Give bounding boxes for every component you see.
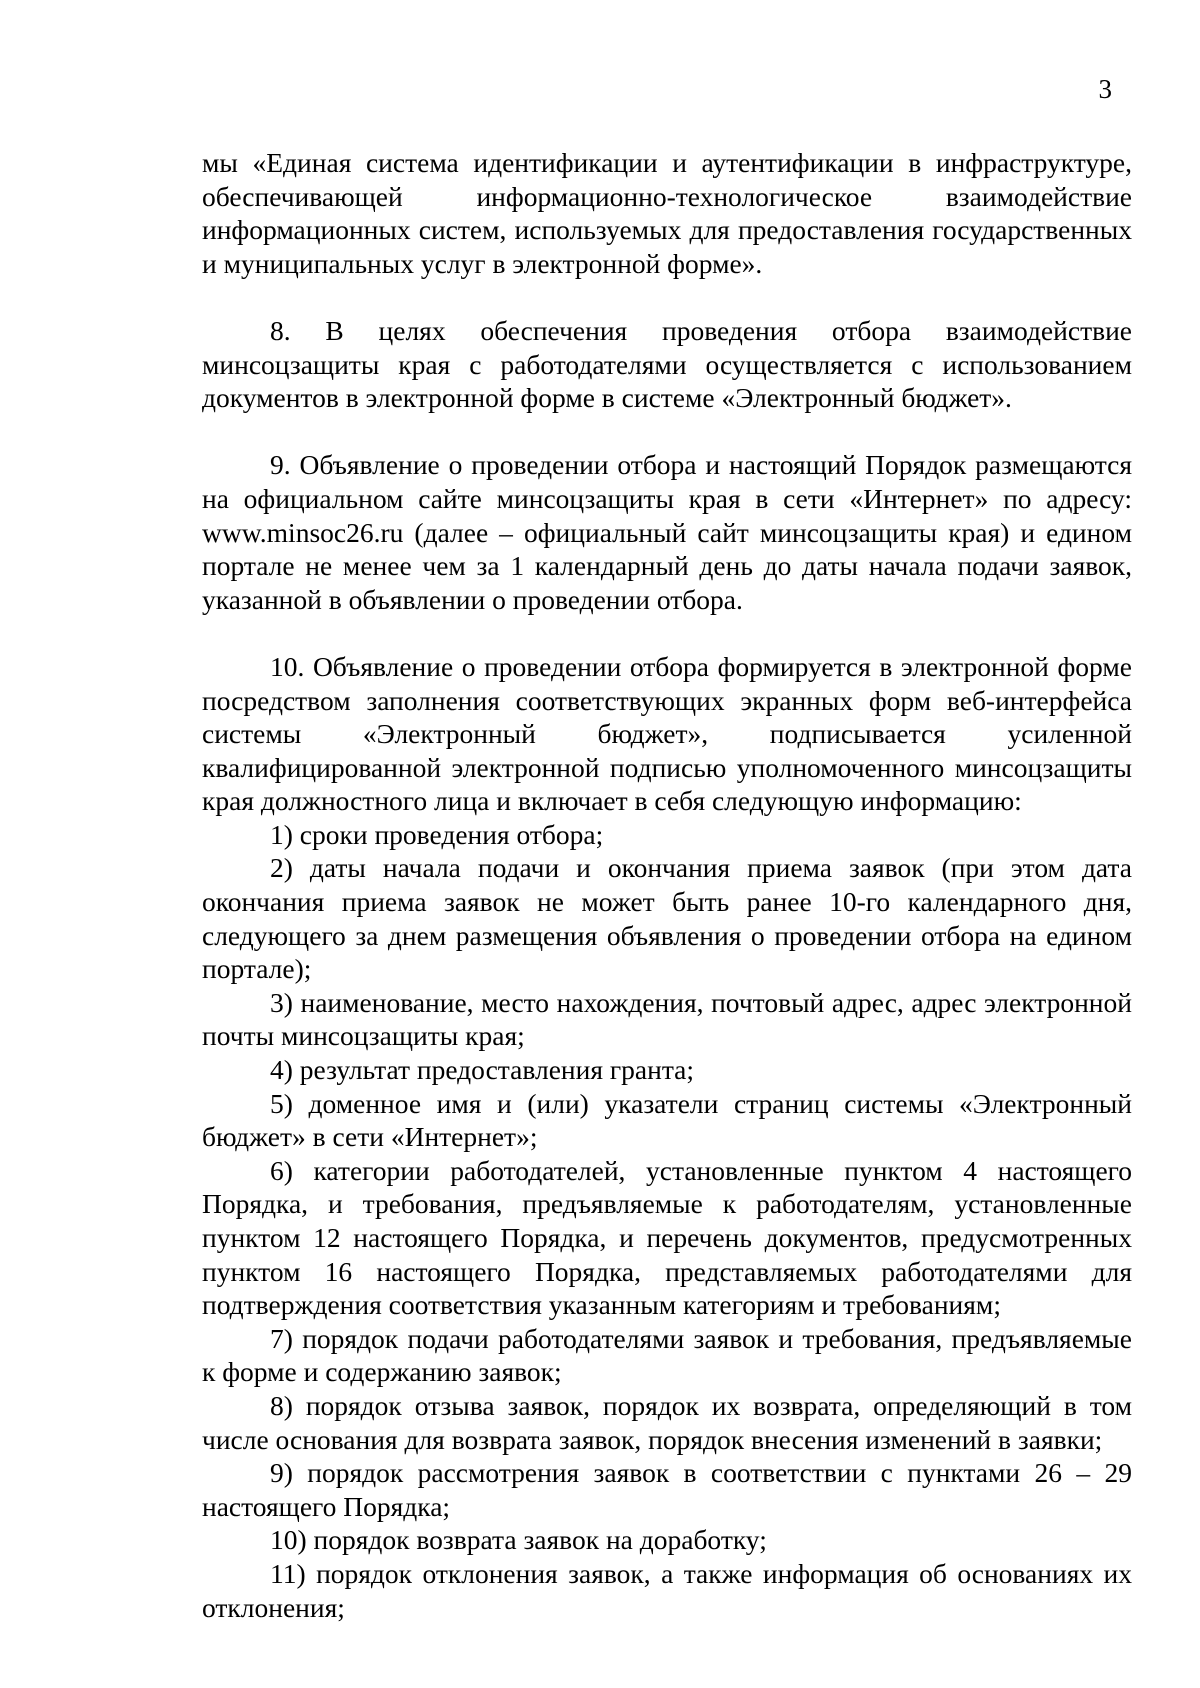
paragraph-9: 9. Объявление о проведении отбора и настоящий Порядок размещаются на официальном сайте минсоцзащиты края в сети «Интернет» по адресу: www.minsoc26.ru (далее – официальный сайт минсоцзащиты края) и едином портале не менее чем за 1 календарный день до даты начала подачи заявок, указанной в объявлении о проведении отбора.	[202, 449, 1132, 615]
list-item-1: 1) сроки проведения отбора;	[270, 818, 604, 850]
paragraph-10: 10. Объявление о проведении отбора формируется в электронной форме посредством заполнения соответствующих экранных форм веб-интерфейса системы «Электронный бюджет», подписывается усиленной квалифицированной электронной подписью уполномоченного минсоцзащиты края должностного лица и включает в себя следующую информацию:	[202, 650, 1132, 817]
list-item-4: 4) результат предоставления гранта;	[270, 1054, 695, 1086]
list-item-7: 7) порядок подачи работодателями заявок и требования, предъявляемые к форме и содержанию заявок;	[202, 1322, 1132, 1388]
list-item-6: 6) категории работодателей, установленные пунктом 4 настоящего Порядка, и требования, предъявляемые к работодателям, установленные пунктом 12 настоящего Порядка, и перечень документов, предусмотренных пунктом 16 настоящего Порядка, представляемых работодателями для подтверждения соответствия указанным категориям и требованиям;	[202, 1154, 1132, 1321]
list-item-11: 11) порядок отклонения заявок, а также информация об основаниях их отклонения;	[202, 1557, 1132, 1623]
list-item-5: 5) доменное имя и (или) указатели страниц системы «Электронный бюджет» в сети «Интернет»;	[202, 1087, 1132, 1153]
list-item-8: 8) порядок отзыва заявок, порядок их возврата, определяющий в том числе основания для возврата заявок, порядок внесения изменений в заявки;	[202, 1389, 1132, 1455]
list-item-9: 9) порядок рассмотрения заявок в соответствии с пунктами 26 – 29 настоящего Порядка;	[202, 1457, 1132, 1522]
paragraph-8: 8. В целях обеспечения проведения отбора взаимодействие минсоцзащиты края с работодателями осуществляется с использованием документов в электронной форме в системе «Электронный бюджет».	[202, 314, 1132, 414]
list-item-10: 10) порядок возврата заявок на доработку;	[270, 1524, 767, 1556]
page-number: 3	[1098, 74, 1112, 104]
list-item-3: 3) наименование, место нахождения, почтовый адрес, адрес электронной почты минсоцзащиты края;	[202, 986, 1132, 1052]
document-body	[202, 146, 1132, 1624]
list-item-2: 2) даты начала подачи и окончания приема заявок (при этом дата окончания приема заявок не может быть ранее 10-го календарного дня, следующего за днем размещения объявления о проведении отбора на едином портале);	[202, 852, 1132, 985]
paragraph-continuation: мы «Единая система идентификации и аутентификации в инфраструктуре, обеспечивающей информационно-технологическое взаимодействие информационных систем, используемых для предоставления государственных и муниципальных услуг в электронной форме».	[202, 147, 1132, 279]
